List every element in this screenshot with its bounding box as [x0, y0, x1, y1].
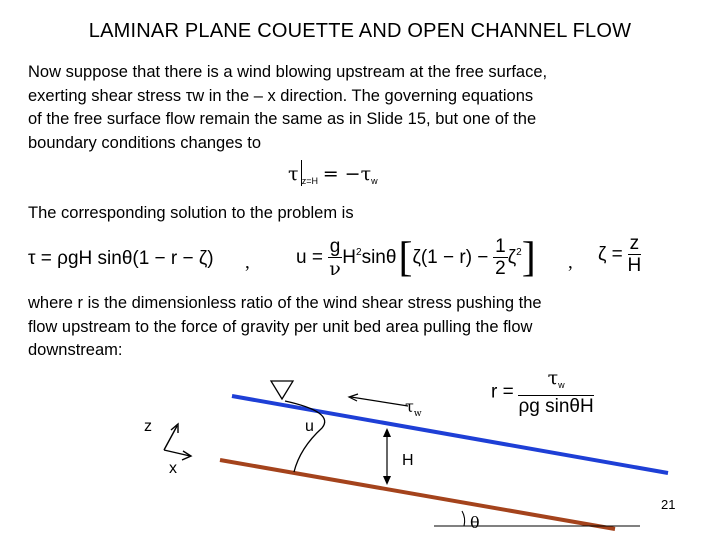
theta-label: θ — [470, 513, 480, 532]
shear-stress-equation: τ = ρgH sinθ(1 − r − ζ) — [28, 248, 214, 269]
free-surface-marker-icon — [271, 381, 293, 399]
wind-arrow — [351, 397, 408, 406]
u-label: u — [305, 418, 314, 435]
velocity-equation: u = $\frac{g}{\nu}$ $H^2\sin\theta[\zeta(1 - r)$ − $\frac{1}{2}$ $\zeta^2$] — [296, 235, 536, 281]
paragraph-line: where r is the dimensionless ratio of the wind shear stress pushing the — [28, 294, 542, 312]
ratio-definition: r = $\frac{\tau_w}{\text{ρg sinθH}}$ — [491, 367, 594, 417]
h-label: H — [402, 452, 414, 469]
slide-title: LAMINAR PLANE COUETTE AND OPEN CHANNEL FLOW — [88, 20, 632, 42]
paragraph-line: flow upstream to the force of gravity per unit bed area pulling the flow — [28, 317, 533, 336]
zeta-definition: ζ = $\frac{z}{H}$ — [598, 233, 642, 276]
x-axis-label: x — [169, 460, 177, 477]
solution-intro: The corresponding solution to the problem is — [28, 204, 354, 222]
equation-separator: , — [245, 252, 250, 273]
paragraph-line: Now suppose that there is a wind blowing upstream at the free surface, — [28, 63, 548, 81]
z-axis — [164, 426, 177, 450]
paragraph-line: exerting shear stress τw in the – x direction. The governing equations — [28, 86, 534, 105]
page-number: 21 — [661, 497, 676, 512]
boundary-condition-equation: τ $_{z=H} = -\tau_w$ — [288, 160, 378, 186]
bed-line — [220, 460, 615, 529]
paragraph-line: downstream: — [28, 341, 123, 359]
theta-arc — [462, 511, 465, 526]
z-axis-label: z — [144, 418, 152, 435]
equation-separator: , — [568, 252, 573, 273]
paragraph-line: boundary conditions changes to — [28, 133, 261, 152]
one-half: $\frac{1}{2}$ — [495, 236, 506, 280]
paragraph-line: of the free surface flow remain the same as in Slide 15, but one of the — [28, 110, 537, 128]
g-over-nu: $\frac{g}{\nu}$ — [329, 236, 341, 281]
tau-w-label: $\tau_w$ — [405, 397, 422, 419]
